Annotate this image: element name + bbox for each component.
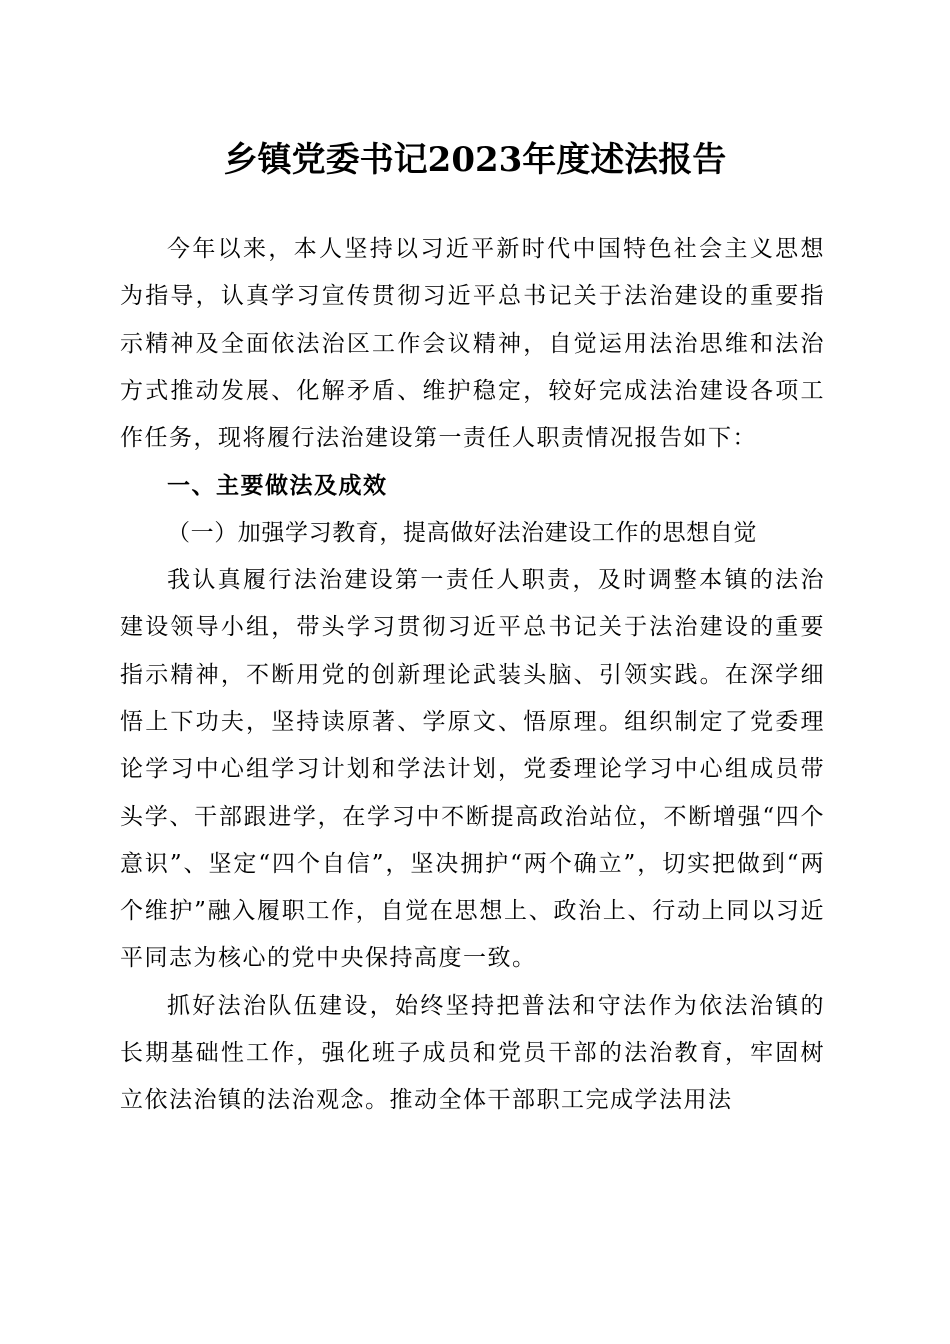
document-body xyxy=(120,226,825,1125)
body-paragraph: 我认真履行法治建设第一责任人职责，及时调整本镇的法治建设领导小组，带头学习贯彻习近平总书记关于法治建设的重要指示精神，不断用党的创新理论武装头脑、引领实践。在深学细悟上下功夫，坚持读原著、学原文、悟原理。组织制定了党委理论学习中心组学习计划和学法计划，党委理论学习中心组成员带头学、干部跟进学，在学习中不断提高政治站位，不断增强“四个意识”、坚定“四个自信”，坚决拥护“两个确立”，切实把做到“两个维护”融入履职工作，自觉在思想上、政治上、行动上同以习近平同志为核心的党中央保持高度一致。 xyxy=(120,567,825,972)
body-paragraph: 抓好法治队伍建设，始终坚持把普法和守法作为依法治镇的长期基础性工作，强化班子成员和党员干部的法治教育，牢固树立依法治镇的法治观念。推动全体干部职工完成学法用法 xyxy=(120,992,825,1114)
intro-paragraph: 今年以来，本人坚持以习近平新时代中国特色社会主义思想为指导，认真学习宣传贯彻习近平总书记关于法治建设的重要指示精神及全面依法治区工作会议精神，自觉运用法治思维和法治方式推动发展、化解矛盾、维护稳定，较好完成法治建设各项工作任务，现将履行法治建设第一责任人职责情况报告如下： xyxy=(120,236,825,452)
subsection-heading: （一）加强学习教育，提高做好法治建设工作的思想自觉 xyxy=(167,519,757,546)
document-title: 乡镇党委书记2023年度述法报告 xyxy=(223,140,727,180)
section-heading: 一、主要做法及成效 xyxy=(167,472,388,500)
